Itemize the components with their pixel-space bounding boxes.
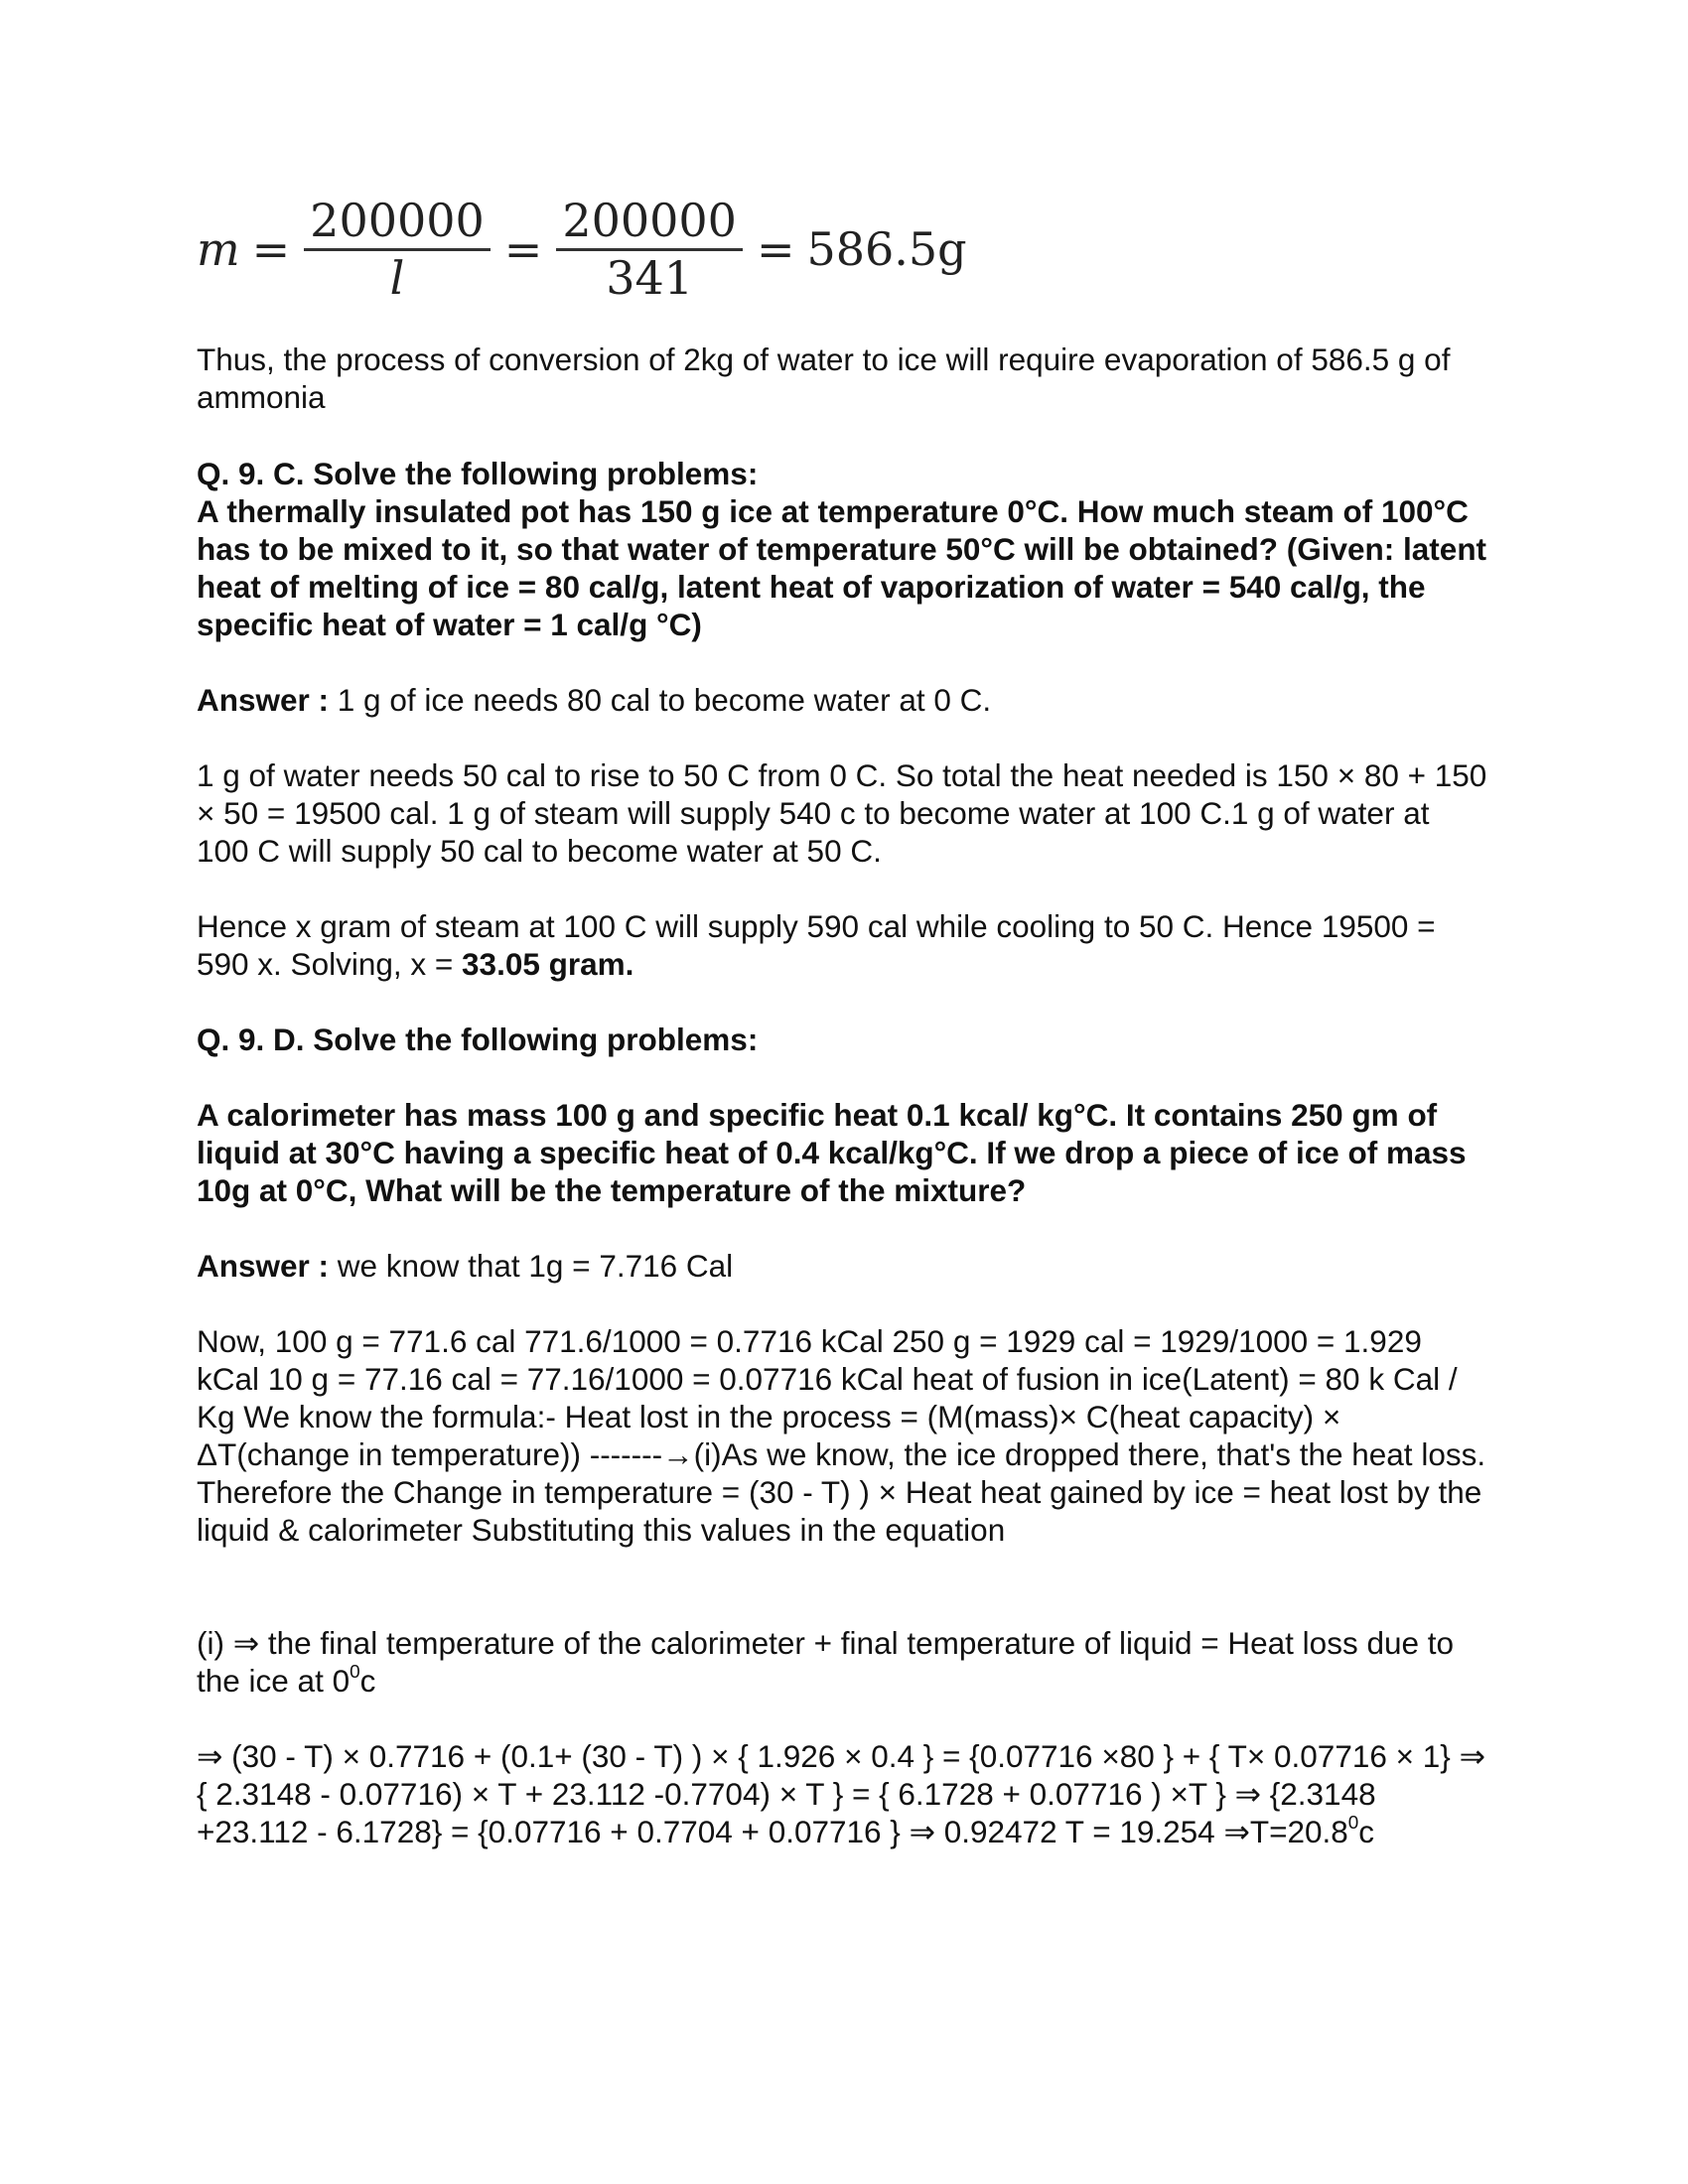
answer-text-suffix: c	[359, 1663, 376, 1699]
degree-superscript: 0	[1347, 1812, 1359, 1834]
degree-superscript: 0	[350, 1661, 360, 1683]
equation-lhs: m	[197, 222, 240, 276]
q9c-answer-p2: 1 g of water needs 50 cal to rise to 50 C from 0 C. So total the heat needed is 150 × 80 + 150 × 50 = 19500 cal. 1 g of steam will supply 540 c to become water at 100 C.1 g of water at 100 C will supply 50 cal to become water at 50 C.	[197, 757, 1487, 869]
equals-sign: =	[503, 222, 543, 276]
q9c-heading: Q. 9. C. Solve the following problems:	[197, 456, 759, 491]
q9c-answer-p3	[197, 907, 1487, 983]
equals-sign: =	[251, 222, 291, 276]
conclusion-paragraph: Thus, the process of conversion of 2kg of water to ice will require evaporation of 586.5 g of ammonia	[197, 341, 1451, 415]
q9d-answer-p3	[197, 1624, 1487, 1700]
fraction-2	[556, 195, 743, 305]
fraction-1	[304, 195, 491, 305]
fraction-2-denominator: 341	[606, 250, 694, 305]
answer-label: Answer :	[197, 682, 330, 718]
answer-text: (i) ⇒ the final temperature of the calorimeter + final temperature of liquid = Heat loss due to the ice at 0	[197, 1625, 1455, 1699]
fraction-2-numerator: 200000	[556, 195, 743, 251]
answer-text: we know that 1g = 7.716 Cal	[329, 1248, 734, 1284]
fraction-1-denominator: l	[389, 250, 405, 305]
q9c-answer-p1	[197, 681, 1487, 719]
q9d-answer-p2: Now, 100 g = 771.6 cal 771.6/1000 = 0.7716 kCal 250 g = 1929 cal = 1929/1000 = 1.929 kCal 10 g = 77.16 cal = 77.16/1000 = 0.07716 kCal heat of fusion in ice(Latent) = 80 k Cal / Kg We know the formula:- Heat lost in the process = (M(mass)× C(heat capacity) × ΔT(change in temperature)) -------→(i)As we know, the ice dropped there, that's the heat loss. Therefore the Change in temperature = (30 - T) ) × Heat heat gained by ice = heat lost by the liquid & calorimeter Substituting this values in the equation	[197, 1323, 1486, 1548]
q9d-question: A calorimeter has mass 100 g and specific heat 0.1 kcal/ kg°C. It contains 250 gm of liquid at 30°C having a specific heat of 0.4 kcal/kg°C. If we drop a piece of ice of mass 10g at 0°C, What will be the temperature of the mixture?	[197, 1097, 1467, 1208]
q9d-answer-p4	[197, 1737, 1487, 1850]
answer-text: Hence x gram of steam at 100 C will supply 590 cal while cooling to 50 C. Hence 19500 = 590 x. Solving, x =	[197, 908, 1436, 982]
equation-result: 586.5g	[806, 222, 967, 276]
equals-sign: =	[756, 222, 795, 276]
q9c-question: A thermally insulated pot has 150 g ice at temperature 0°C. How much steam of 100°C has to be mixed to it, so that water of temperature 50°C will be obtained? (Given: latent heat of melting of ice = 80 cal/g, latent heat of vaporization of water = 540 cal/g, the specific heat of water = 1 cal/g °C)	[197, 493, 1487, 642]
equation-mass-ammonia	[197, 195, 967, 304]
answer-result: 33.05 gram.	[462, 946, 634, 982]
answer-text-suffix: c	[1358, 1814, 1375, 1849]
answer-label: Answer :	[197, 1248, 330, 1284]
q9d-heading: Q. 9. D. Solve the following problems:	[197, 1022, 759, 1057]
fraction-1-numerator: 200000	[304, 195, 491, 251]
answer-text: 1 g of ice needs 80 cal to become water at 0 C.	[329, 682, 992, 718]
q9d-answer-p1	[197, 1247, 1487, 1285]
answer-text: ⇒ (30 - T) × 0.7716 + (0.1+ (30 - T) ) × { 1.926 × 0.4 } = {0.07716 ×80 } + { T× 0.07716 × 1} ⇒ { 2.3148 - 0.07716) × T + 23.112 -0.7704) × T } = { 6.1728 + 0.07716 ) ×T } ⇒ {2.3148 +23.112 - 6.1728} = {0.07716 + 0.7704 + 0.07716 } ⇒ 0.92472 T = 19.254 ⇒T=20.8	[197, 1738, 1485, 1849]
